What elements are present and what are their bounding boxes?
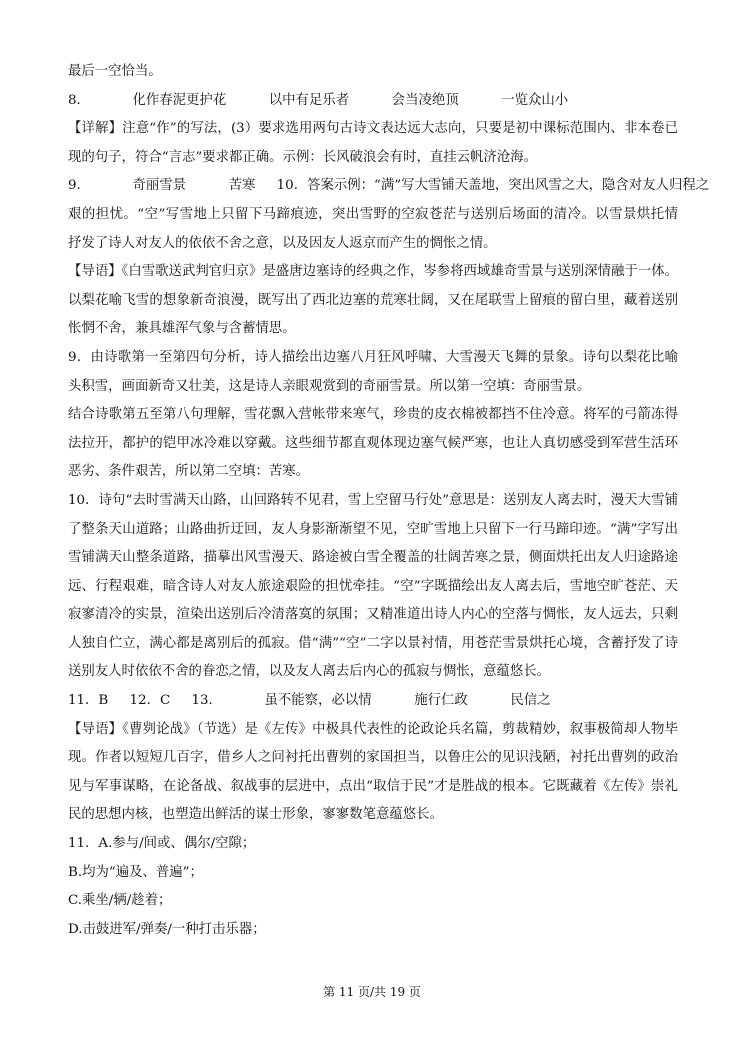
- text-line: 【导语】《白雪歌送武判官归京》是盛唐边塞诗的经典之作，岑参将西域雄奇雪景与送别深情融于一体。: [68, 264, 678, 280]
- answer-line-8: 8． 化作春泥更护花 以中有足乐者 会当凌绝顶 一览众山小: [68, 92, 569, 108]
- text-line: 现。作者以短短几百字，借乡人之问衬托出曹刿的家国担当，以鲁庄公的见识浅陋，衬托出曹刿的政治: [68, 750, 678, 766]
- text-line: 艰的担忧。“空”写雪地上只留下马蹄痕迹，突出雪野的空寂苍茫与送别后场面的清冷。以雪景烘托情: [68, 206, 678, 222]
- text-line: 怅惘不舍，兼具雄浑气象与含蓄情思。: [68, 321, 296, 337]
- text-line: 11．A.参与/间或、偶尔/空隙；: [68, 836, 256, 852]
- text-line: 头积雪，画面新奇又壮美，这是诗人亲眼观赏到的奇丽雪景。所以第一空填：奇丽雪景。: [68, 378, 591, 394]
- text-line: 送别友人时依依不舍的眷恋之情，以及友人离去后内心的孤寂与惆怅，意蕴悠长。: [68, 664, 551, 680]
- text-line: 结合诗歌第五至第八句理解，雪花飘入营帐带来寒气，珍贵的皮衣棉被都挡不住冷意。将军的弓箭冻得: [68, 407, 678, 423]
- answer-line-11-13: 11．B 12．C 13． 虽不能察，必以情 施行仁政 民信之: [68, 693, 551, 709]
- text-line: 恶劣、条件艰苦，所以第二空填：苦寒。: [68, 464, 310, 480]
- text-line: 远、行程艰难，暗含诗人对友人旅途艰险的担忧牵挂。“空”字既描绘出友人离去后，雪地空旷苍茫、天: [68, 578, 678, 594]
- text-line: 法拉开，都护的铠甲冰冷难以穿戴。这些细节都直观体现边塞气候严寒，也让人真切感受到军营生活环: [68, 435, 678, 451]
- text-line: 以梨花喻飞雪的想象新奇浪漫，既写出了西北边塞的荒寒壮阔，又在尾联雪上留痕的留白里，藏着送别: [68, 292, 678, 308]
- text-line: D.击鼓进军/弹奏/一种打击乐器；: [68, 921, 266, 937]
- text-line: 见与军事谋略，在论备战、叙战事的层进中，点出“取信于民”才是胜战的根本。它既藏着《左传》崇礼: [68, 778, 678, 794]
- text-line: 最后一空恰当。: [68, 64, 162, 79]
- text-line: 【导语】《曹刿论战》（节选）是《左传》中极具代表性的论政论兵名篇，剪裁精妙，叙事极简却人物毕: [68, 721, 678, 737]
- page-footer: 第 11 页/共 19 页: [323, 985, 421, 999]
- text-line: C.乘坐/辆/趁着；: [68, 893, 172, 909]
- text-line: 雪铺满天山整条道路，描摹出风雪漫天、路途被白雪全覆盖的壮阔苦寒之景，侧面烘托出友人归途路途: [68, 550, 678, 566]
- text-line: 【详解】注意“作”的写法，(3）要求选用两句古诗文表达远大志向，只要是初中课标范围内、非本卷已: [68, 121, 678, 137]
- text-line: 9．由诗歌第一至第四句分析，诗人描绘出边塞八月狂风呼啸、大雪漫天飞舞的景象。诗句以梨花比喻: [68, 349, 678, 365]
- text-line: B.均为“遍及、普遍”；: [68, 864, 203, 880]
- text-line: 抒发了诗人对友人的依依不舍之意，以及因友人返京而产生的惆怅之情。: [68, 235, 497, 251]
- text-line: 民的思想内核，也塑造出鲜活的谋士形象，寥寥数笔意蕴悠长。: [68, 807, 443, 823]
- page-body: [68, 58, 710, 944]
- text-line: 寂寥清冷的实景，渲染出送别后冷清落寞的氛围；又精准道出诗人内心的空落与惆怅，友人远去，只剩: [68, 607, 678, 623]
- text-line: 了整条天山道路；山路曲折迂回，友人身影渐渐望不见，空旷雪地上只留下一行马蹄印迹。“满”字写出: [68, 521, 678, 537]
- text-line: 现的句子，符合“言志”要求都正确。示例：长风破浪会有时，直挂云帆济沧海。: [68, 149, 537, 165]
- answer-line-9-10: 9． 奇丽雪景 苦寒 10．答案示例：“满”写大雪铺天盖地，突出风雪之大，隐含对友人归程之: [68, 178, 710, 194]
- text-line: 人独自伫立，满心都是离别后的孤寂。借“满”“空”二字以景衬情，用苍茫雪景烘托心境，含蓄抒发了诗: [68, 635, 678, 651]
- text-line: 10．诗句“去时雪满天山路，山回路转不见君，雪上空留马行处”意思是：送别友人离去时，漫天大雪铺: [68, 492, 678, 508]
